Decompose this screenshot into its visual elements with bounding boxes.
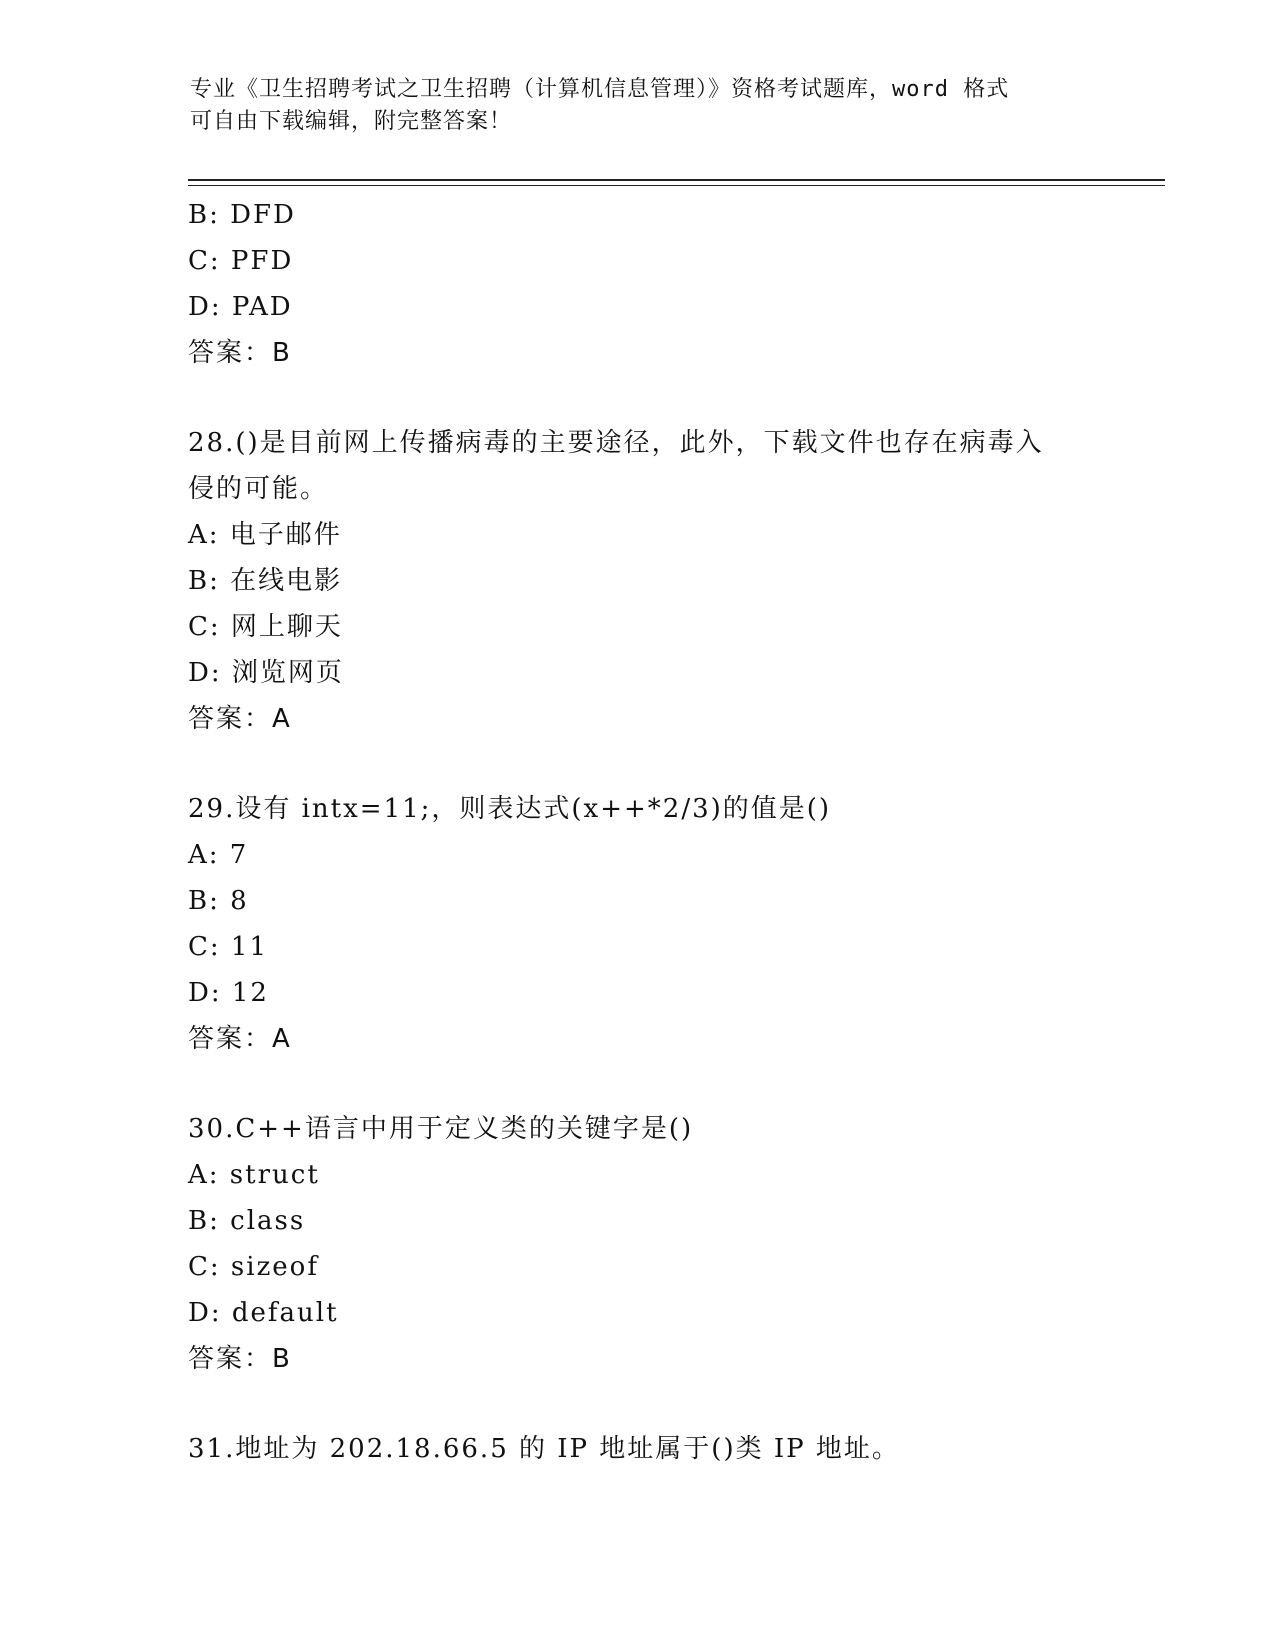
option-c: C: PFD [188,246,294,276]
option-a: A: 7 [188,840,249,870]
option-a: A: 电子邮件 [188,520,342,550]
question-list [188,192,1088,1472]
option-d: D: 浏览网页 [188,658,344,688]
option-b: B: DFD [188,200,296,230]
question-stem: 31.地址为 202.18.66.5 的 IP 地址属于()类 IP 地址。 [188,1434,900,1464]
option-c: C: sizeof [188,1252,319,1282]
question-stem: 30.C++语言中用于定义类的关键字是() [188,1114,694,1144]
header-divider-thick [188,179,1165,181]
question-stem-continued: 侵的可能。 [188,474,329,504]
option-a: A: struct [188,1160,320,1190]
answer: 答案：B [188,1344,292,1374]
header-divider-thin [188,185,1165,186]
question-27 [188,192,1088,376]
option-c: C: 11 [188,932,269,962]
question-stem: 29.设有 intx=11;，则表达式(x++*2/3)的值是() [188,794,832,824]
document-header [190,74,1090,138]
option-d: D: PAD [188,292,293,322]
answer: 答案：A [188,1024,292,1054]
option-d: D: default [188,1298,339,1328]
answer: 答案：B [188,338,292,368]
question-28 [188,420,1088,742]
header-line-2: 可自由下载编辑，附完整答案！ [190,109,513,134]
option-b: B: 8 [188,886,249,916]
option-b: B: 在线电影 [188,566,343,596]
header-line-1: 专业《卫生招聘考试之卫生招聘（计算机信息管理）》资格考试题库，word 格式 [190,77,1010,102]
question-stem: 28.()是目前网上传播病毒的主要途径，此外，下载文件也存在病毒入 [188,428,1044,458]
option-c: C: 网上聊天 [188,612,343,642]
question-31 [188,1426,1088,1472]
option-b: B: class [188,1206,306,1236]
question-29 [188,786,1088,1062]
question-30 [188,1106,1088,1382]
answer: 答案：A [188,704,292,734]
option-d: D: 12 [188,978,269,1008]
